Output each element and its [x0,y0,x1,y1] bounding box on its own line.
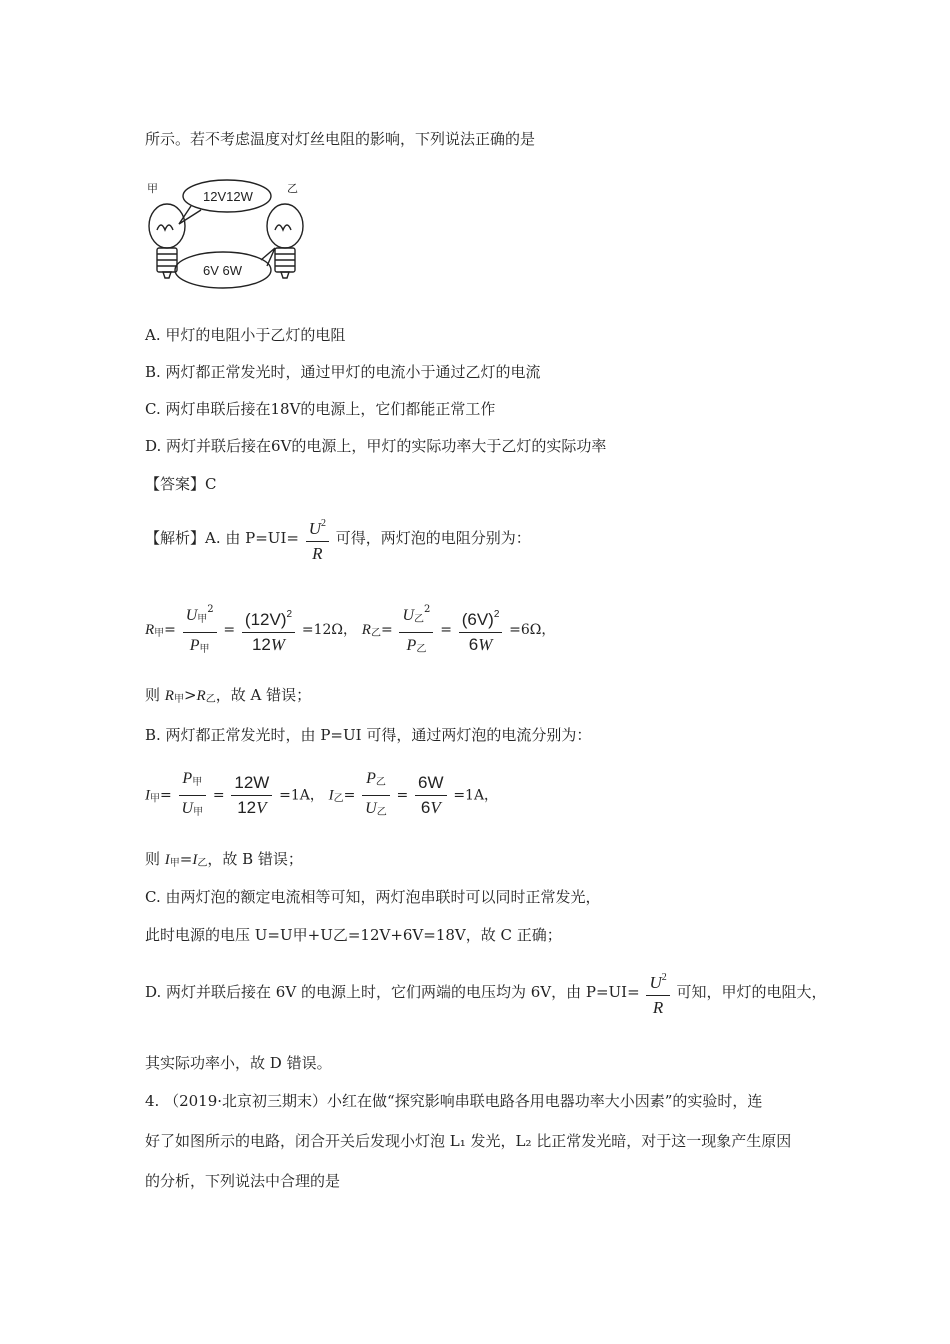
question4-line1: 4. （2019·北京初三期末）小红在做“探究影响串联电路各用电器功率大小因素”的实验时，连 [145,1092,763,1110]
r-jia-result: =12Ω， [301,622,357,638]
frac-6w-over-6v: $\frac{6W}{6V}$ [415,771,447,820]
option-d: D. 两灯并联后接在6V的电源上，甲灯的实际功率大于乙灯的实际功率 [145,437,607,455]
formula-d-u2-over-r: $\frac{U^2}{R}$ [646,966,669,1020]
right-bulb-icon [267,204,303,278]
bulbs-figure [145,178,315,296]
frac-6v-sq-over-6w: $\frac{(6V)^2}{6W}$ [459,603,503,657]
option-c: C. 两灯串联后接在18V的电源上，它们都能正常工作 [145,400,496,418]
i-conclusion: 则 $I_甲=I_乙$，故 B 错误； [145,850,303,869]
analysis-c-text: C. 由两灯泡的额定电流相等可知，两灯泡串联时可以同时正常发光， [145,888,601,906]
frac-12v-sq-over-12w: $\frac{(12V)^2}{12W}$ [242,603,295,657]
option-a: A. 甲灯的电阻小于乙灯的电阻 [145,326,346,344]
formula-u2-over-r: $\frac{U^2}{R}$ [306,512,329,566]
label-yi: 乙 [287,182,298,195]
analysis-c-text2: 此时电源的电压 U=U甲+U乙=12V+6V=18V，故 C 正确； [145,926,562,944]
bubble-top-text: 12V12W [203,189,253,204]
intro-text: 所示。若不考虑温度对灯丝电阻的影响，下列说法正确的是 [145,130,536,148]
resistance-formulas: $R_甲=$ $\frac{U_甲^2}{P_甲}$ = $\frac{(12V)^2}{12W}$ =12Ω， $R_乙=$ $\frac{U_乙^2}{P_乙}$ = $\frac{(6V)^2}{6W}$ =6Ω， [145,598,555,662]
left-bulb-icon [149,204,185,278]
i-yi-result: =1A， [453,787,499,804]
current-formulas: $I_甲=$ $\frac{P_甲}{U_甲}$ = $\frac{12W}{12V}$ =1A， $I_乙=$ $\frac{P_乙}{U_乙}$ = $\frac{6W}{6V}$ =1A， [145,766,498,825]
label-jia: 甲 [147,182,158,195]
frac-u-jia-sq-over-p-jia: $\frac{U_甲^2}{P_甲}$ [183,598,217,662]
i-jia-result: =1A， [279,787,324,804]
analysis-d-suffix: 可知，甲灯的电阻大， [676,983,827,1001]
option-b: B. 两灯都正常发光时，通过甲灯的电流小于通过乙灯的电流 [145,363,541,381]
r-yi-result: =6Ω， [509,622,556,638]
r-conclusion: 则 $R_甲>R_乙$，故 A 错误； [145,686,312,705]
analysis-d-prefix: D. 两灯并联后接在 6V 的电源上时，它们两端的电压均为 6V，由 P=UI= [145,983,640,1001]
analysis-d-line [145,966,827,1020]
frac-u-yi-sq-over-p-yi: $\frac{U_乙^2}{P_乙}$ [399,598,433,662]
analysis-a-line [145,512,531,566]
frac-p-jia-over-u-jia: $\frac{P_甲}{U_甲}$ [179,766,207,825]
analysis-d-text2: 其实际功率小，故 D 错误。 [145,1054,332,1072]
analysis-a-prefix: 【解析】A. 由 P=UI= [145,529,299,547]
bubble-bottom-text: 6V 6W [203,263,243,278]
question4-line3: 的分析，下列说法中合理的是 [145,1172,341,1190]
frac-12w-over-12v: $\frac{12W}{12V}$ [231,771,272,820]
answer: 【答案】C [145,475,217,493]
analysis-b-text: B. 两灯都正常发光时，由 P=UI 可得，通过两灯泡的电流分别为： [145,726,592,744]
question4-line2: 好了如图所示的电路，闭合开关后发现小灯泡 L₁ 发光，L₂ 比正常发光暗，对于这一现象产生原因 [145,1132,792,1150]
frac-p-yi-over-u-yi: $\frac{P_乙}{U_乙}$ [362,766,390,825]
analysis-a-suffix: 可得，两灯泡的电阻分别为： [335,529,531,547]
